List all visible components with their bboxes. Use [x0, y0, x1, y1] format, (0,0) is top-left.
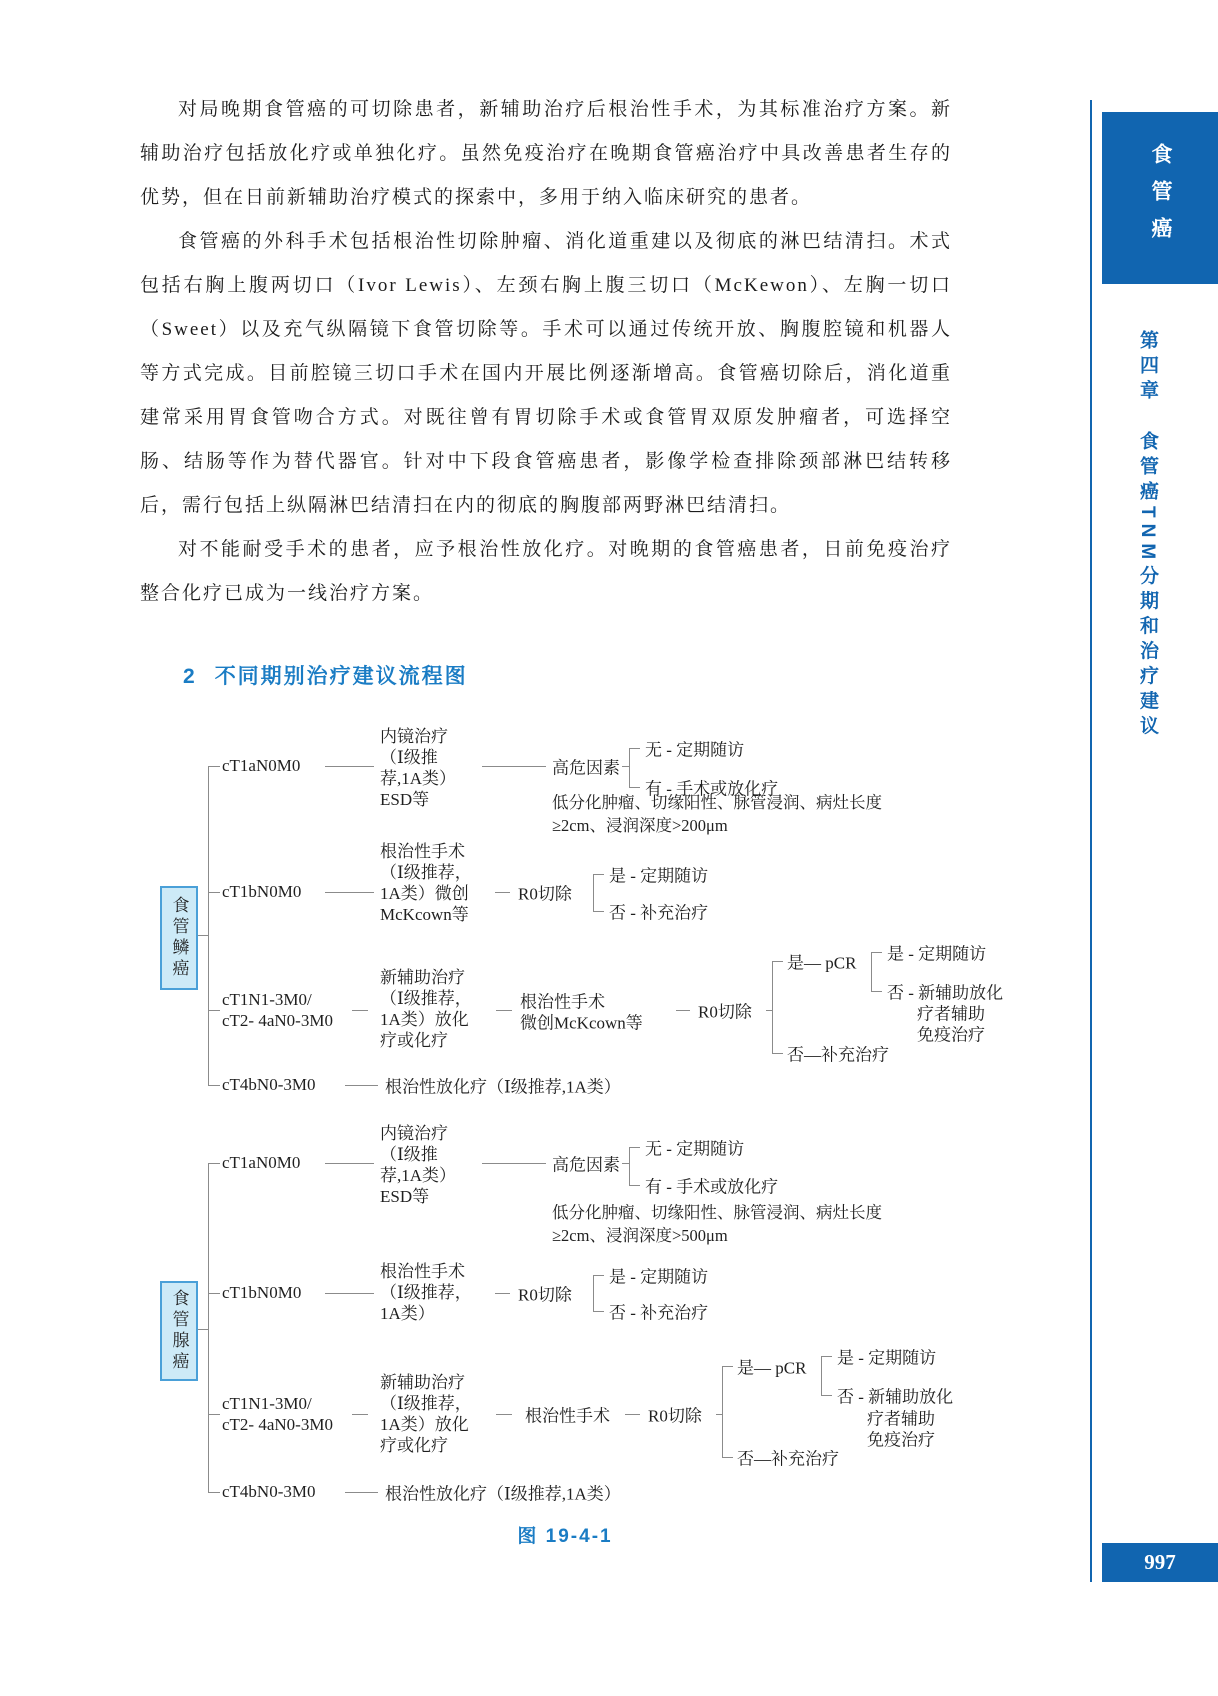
treatment-line: （Ⅰ级推荐， [380, 989, 472, 1008]
flowchart2-root-label: 食管腺癌 [169, 1289, 189, 1373]
flowchart2-root-node [160, 1281, 198, 1381]
treatment-block [380, 967, 472, 1051]
line [625, 1414, 640, 1415]
stage-label: cT4bN0-3M0 [222, 1075, 316, 1094]
treatment-line: 新辅助治疗 [380, 1373, 465, 1392]
chapter-title-tnm: TNM [1137, 506, 1158, 566]
line [495, 1293, 510, 1294]
paragraph: 对不能耐受手术的患者，应予根治性放化疗。对晚期的食管癌患者，日前免疫治疗整合化疗已成为一线治疗方案。 [140, 539, 952, 604]
sidebar-tab-label: 食管癌 [1149, 142, 1172, 254]
treatment-line: 荐,1A类） [380, 769, 457, 788]
pcr-node: 是— pCR [737, 1358, 807, 1378]
treatment-line: 1A类）放化 [380, 1010, 469, 1029]
treatment-line: （Ⅰ级推荐， [380, 863, 472, 882]
treatment-label: 根治性放化疗（Ⅰ级推荐,1A类） [385, 1077, 621, 1097]
branch-label: 无 - 定期随访 [645, 1139, 745, 1159]
line [871, 952, 882, 953]
line [352, 1010, 368, 1011]
line [208, 766, 209, 1085]
decision-node: 高危因素 [552, 758, 620, 778]
stage-label: cT1bN0M0 [222, 1283, 302, 1302]
line [722, 1366, 733, 1367]
line [593, 1275, 594, 1311]
treatment-line: 荐,1A类） [380, 1166, 457, 1185]
branch-label: 疗者辅助 [867, 1409, 935, 1429]
flowchart1-root-label: 食管鳞癌 [169, 896, 189, 980]
branch-label: 免疫治疗 [867, 1430, 935, 1450]
line [593, 874, 604, 875]
stage-label: cT1bN0M0 [222, 882, 302, 901]
section-number: 2 [183, 665, 197, 688]
line [871, 952, 872, 991]
chapter-number: 第四章 [1137, 330, 1158, 405]
line [722, 1457, 733, 1458]
sidebar-tab [1102, 112, 1218, 284]
flowchart1-root-node [160, 886, 198, 990]
branch-label: 疗者辅助 [917, 1004, 985, 1024]
line [345, 1085, 378, 1086]
branch-label: 是 - 定期随访 [887, 944, 987, 964]
treatment-line: 疗或化疗 [380, 1031, 448, 1050]
page-number-badge [1102, 1543, 1218, 1582]
branch-label: 否 - 新辅助放化 [887, 983, 1004, 1003]
pcr-node: 是— pCR [787, 953, 857, 973]
line [629, 748, 640, 749]
treatment-line: McKcown等 [380, 905, 469, 924]
line [208, 1492, 220, 1493]
treatment-line: 内镜治疗 [380, 727, 448, 746]
treatment-line: ESD等 [380, 1187, 430, 1206]
paragraph: 对局晚期食管癌的可切除患者，新辅助治疗后根治性手术，为其标准治疗方案。新辅助治疗包括放化疗或单独化疗。虽然免疫治疗在晚期食管癌治疗中具改善患者生存的优势，但在日前新辅助治疗模式的探索中，多用于纳入临床研究的患者。 [140, 99, 952, 208]
treatment-block [380, 1261, 472, 1324]
stage-label: cT1N1-3M0/ [222, 990, 312, 1009]
branch-label: 有 - 手术或放化疗 [645, 779, 779, 799]
line [496, 1414, 512, 1415]
paragraph: 食管癌的外科手术包括根治性切除肿瘤、消化道重建以及彻底的淋巴结清扫。术式包括右胸上腹两切口（Ivor Lewis）、左颈右胸上腹三切口（McKewon）、左胸一切口（Sweet）以及充气纵隔镜下食管切除等。手术可以通过传统开放、胸腹腔镜和机器人等方式完成。目前腔镜三切口手术在国内开展比例逐渐增高。食管癌切除后，消化道重建常采用胃食管吻合方式。对既往曾有胃切除手术或食管胃双原发肿瘤者，可选择空肠、结肠等作为替代器官。针对中下段食管癌患者，影像学检查排除颈部淋巴结转移后，需行包括上纵隔淋巴结清扫在内的彻底的胸腹部两野淋巴结清扫。 [140, 231, 952, 516]
treatment-block [380, 1123, 456, 1207]
line [593, 911, 604, 912]
branch-label: 否 - 新辅助放化 [837, 1387, 954, 1407]
line [622, 766, 629, 767]
decision-node: 高危因素 [552, 1155, 620, 1175]
section-title: 不同期别治疗建议流程图 [214, 665, 468, 688]
treatment-line: 新辅助治疗 [380, 968, 465, 987]
treatment-block [380, 841, 472, 925]
surgery-label: 微创McKcown等 [520, 1013, 643, 1033]
decision-node: R0切除 [518, 884, 572, 904]
surgery-label: 根治性手术 [520, 992, 605, 1012]
risk-note: 低分化肿瘤、切缘阳性、脉管浸润、病灶长度 [552, 1203, 882, 1222]
branch-label: 否—补充治疗 [737, 1449, 839, 1469]
line [352, 1414, 368, 1415]
treatment-label: 根治性放化疗（Ⅰ级推荐,1A类） [385, 1484, 621, 1504]
line [772, 961, 783, 962]
line [325, 766, 374, 767]
treatment-line: 根治性手术 [380, 1262, 465, 1281]
line [325, 892, 374, 893]
figure-caption: 图 19-4-1 [517, 1526, 613, 1547]
stage-label: cT1aN0M0 [222, 756, 301, 775]
treatment-line: 1A类）微创 [380, 884, 469, 903]
stage-label: cT1aN0M0 [222, 1153, 301, 1172]
line [325, 1163, 374, 1164]
decision-node: R0切除 [518, 1285, 572, 1305]
line [495, 892, 510, 893]
stage-label: cT4bN0-3M0 [222, 1482, 316, 1501]
sidebar-rule [1090, 100, 1092, 1582]
line [629, 1185, 640, 1186]
treatment-line: （Ⅰ级推 [380, 748, 438, 767]
treatment-line: ESD等 [380, 790, 430, 809]
decision-node: R0切除 [648, 1406, 702, 1426]
chapter-title-part: 分期和治疗建议 [1137, 565, 1158, 741]
line [871, 991, 882, 992]
branch-label: 否 - 补充治疗 [609, 1303, 709, 1323]
stage-label: cT1N1-3M0/ [222, 1394, 312, 1413]
line [208, 1085, 220, 1086]
line [208, 1163, 220, 1164]
line [496, 1010, 512, 1011]
line [629, 787, 640, 788]
treatment-line: 根治性手术 [380, 842, 465, 861]
chapter-title-part: 食管癌 [1137, 431, 1158, 506]
line [821, 1395, 832, 1396]
decision-node: R0切除 [698, 1002, 752, 1022]
line [622, 1163, 629, 1164]
treatment-line: 1A类） [380, 1304, 435, 1323]
page-number: 997 [1144, 1550, 1176, 1574]
line [593, 1311, 604, 1312]
treatment-line: （Ⅰ级推荐， [380, 1394, 472, 1413]
treatment-block [380, 1372, 472, 1456]
line [325, 1293, 374, 1294]
line [482, 766, 546, 767]
treatment-line: （Ⅰ级推荐， [380, 1283, 472, 1302]
line [593, 874, 594, 911]
risk-note: ≥2cm、浸润深度>200μm [552, 816, 728, 835]
stage-label: cT2- 4aN0-3M0 [222, 1415, 333, 1434]
line [345, 1492, 378, 1493]
branch-label: 免疫治疗 [917, 1025, 985, 1045]
line [208, 766, 220, 767]
line [676, 1010, 690, 1011]
line [208, 892, 220, 893]
branch-label: 无 - 定期随访 [645, 740, 745, 760]
line [593, 1275, 604, 1276]
treatment-block [380, 726, 456, 810]
line [722, 1366, 723, 1457]
branch-label: 否 - 补充治疗 [609, 903, 709, 923]
line [208, 1163, 209, 1492]
branch-label: 是 - 定期随访 [609, 1267, 709, 1287]
line [208, 1414, 220, 1415]
section-heading [183, 660, 468, 690]
line [821, 1356, 832, 1357]
sidebar-chapter-title [1134, 330, 1161, 1090]
line [772, 1053, 783, 1054]
stage-label: cT2- 4aN0-3M0 [222, 1011, 333, 1030]
branch-label: 是 - 定期随访 [609, 866, 709, 886]
treatment-line: （Ⅰ级推 [380, 1145, 438, 1164]
line [482, 1163, 546, 1164]
branch-label: 有 - 手术或放化疗 [645, 1177, 779, 1197]
line [208, 1010, 220, 1011]
line [629, 748, 630, 787]
treatment-line: 1A类）放化 [380, 1415, 469, 1434]
treatment-line: 内镜治疗 [380, 1124, 448, 1143]
branch-label: 是 - 定期随访 [837, 1348, 937, 1368]
treatment-line: 疗或化疗 [380, 1436, 448, 1455]
line [629, 1147, 640, 1148]
surgery-label: 根治性手术 [525, 1406, 610, 1426]
line [629, 1147, 630, 1185]
risk-note: 低分化肿瘤、切缘阳性、脉管浸润、病灶长度 [552, 793, 882, 812]
body-text [140, 88, 952, 616]
line [208, 1293, 220, 1294]
line [821, 1356, 822, 1395]
branch-label: 否—补充治疗 [787, 1045, 889, 1065]
risk-note: ≥2cm、浸润深度>500μm [552, 1226, 728, 1245]
line [772, 961, 773, 1053]
